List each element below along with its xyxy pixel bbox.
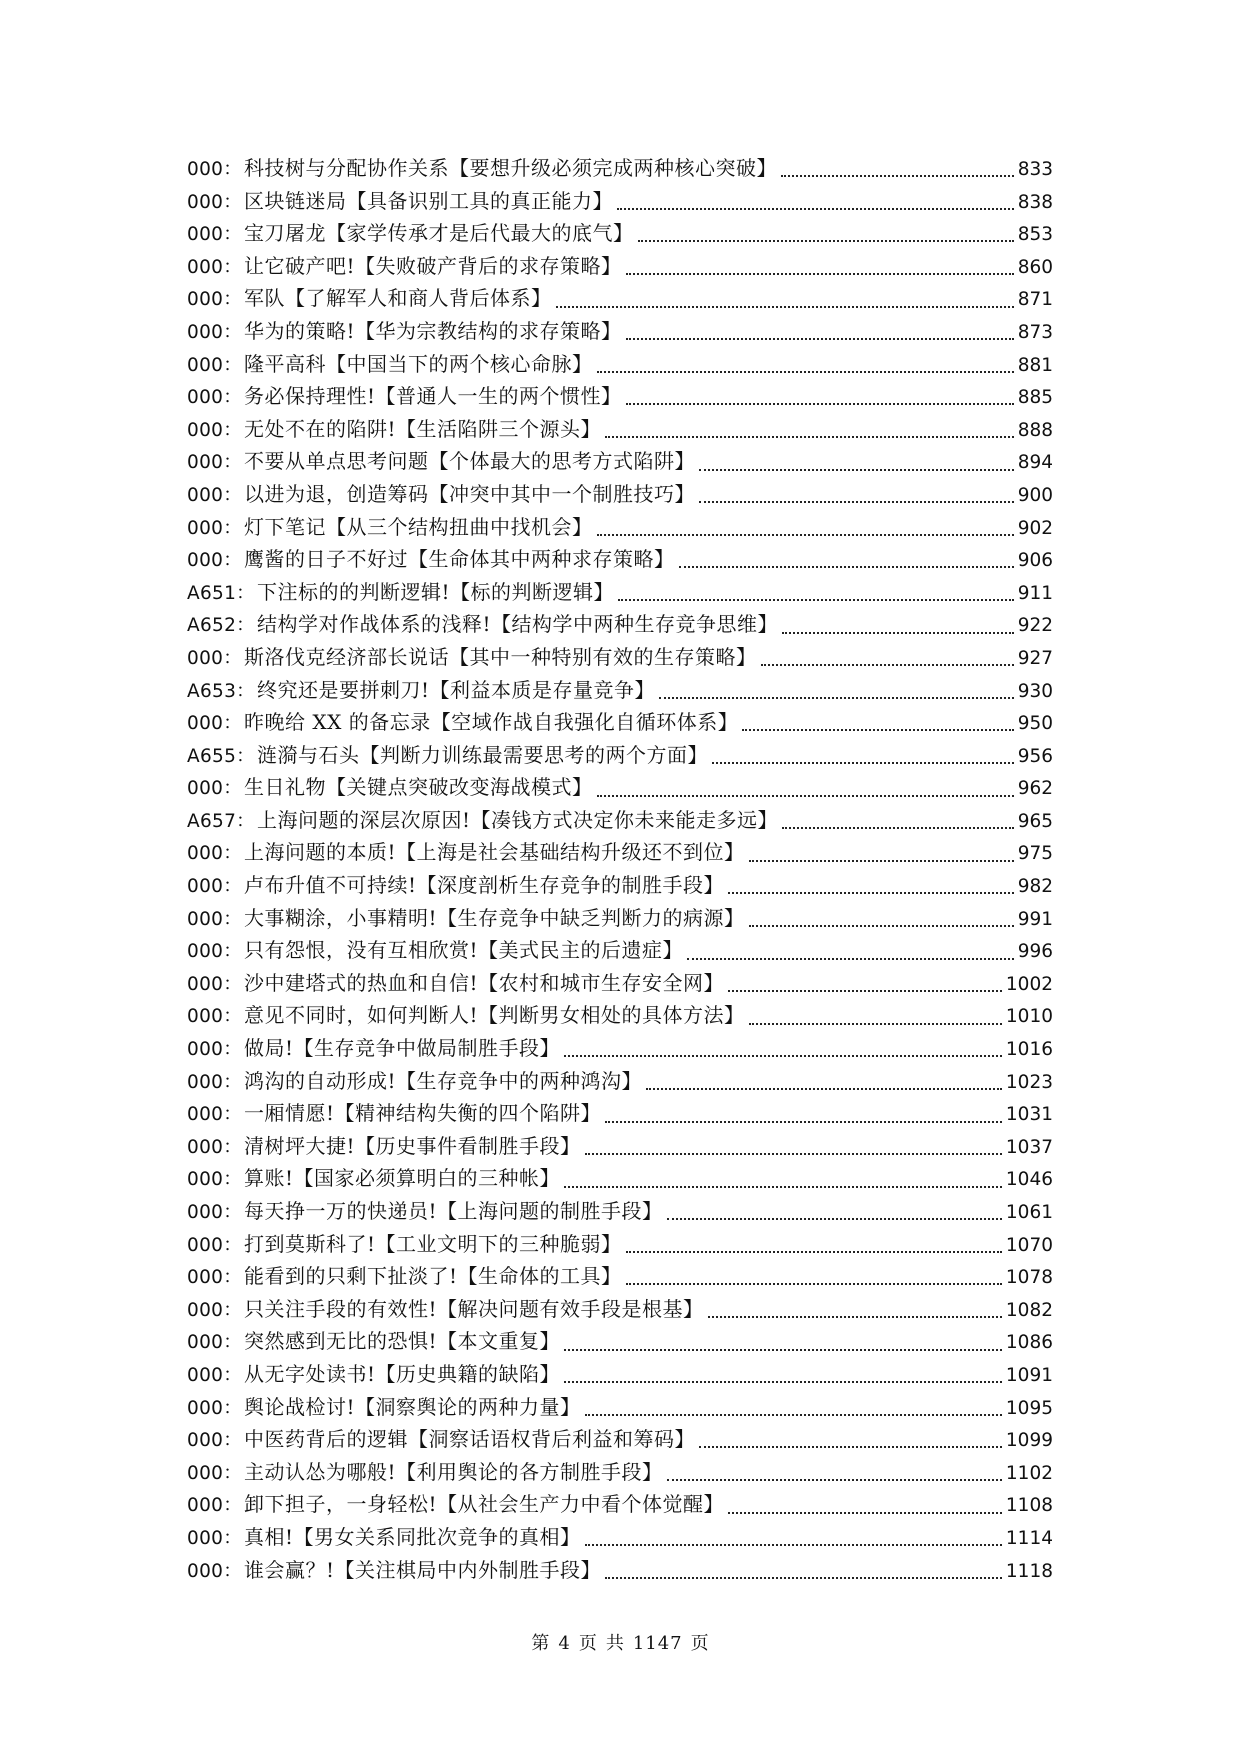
toc-entry-title: 务必保持理性!【普通人一生的两个惯性】 [244,384,622,409]
toc-entry-title: 灯下笔记【从三个结构扭曲中找机会】 [244,514,593,539]
toc-dot-leader [742,712,1013,732]
toc-entry-page-number: 1114 [1005,1527,1053,1549]
toc-dot-leader [638,223,1014,243]
toc-entry-page-number: 838 [1017,191,1053,213]
toc-entry-page-number: 873 [1017,321,1053,343]
toc-entry-prefix: 000： [187,713,243,735]
toc-entry-title: 涟漪与石头【判断力训练最需要思考的两个方面】 [256,742,708,767]
toc-entry[interactable] [187,1358,1053,1391]
toc-entry-prefix: 000： [187,1430,243,1452]
toc-entry-prefix: 000： [187,354,243,376]
toc-entry-title: 突然感到无比的恐惧!【本文重复】 [244,1329,561,1354]
toc-entry-title: 上海问题的本质!【上海是社会基础结构升级还不到位】 [244,840,745,865]
toc-entry-prefix: 000： [187,1332,243,1354]
toc-entry-page-number: 950 [1017,713,1053,735]
toc-entry-page-number: 1082 [1005,1299,1053,1321]
toc-entry-prefix: 000： [187,1234,243,1256]
toc-entry-page-number: 956 [1017,745,1053,767]
toc-entry-title: 卢布升值不可持续!【深度剖析生存竞争的制胜手段】 [244,873,725,898]
toc-entry-prefix: 000： [187,1202,243,1223]
toc-entry-title: 做局!【生存竞争中做局制胜手段】 [244,1036,561,1061]
toc-entry-prefix: 000： [187,256,243,278]
toc-entry-title: 鸿沟的自动形成!【生存竞争中的两种鸿沟】 [244,1068,643,1093]
toc-entry[interactable] [187,445,1053,478]
toc-entry-prefix: 000： [187,876,243,898]
toc-entry-page-number: 1010 [1005,1006,1053,1028]
toc-entry-title: 舆论战检讨!【洞察舆论的两种力量】 [244,1394,581,1419]
toc-entry-title: 清树坪大捷!【历史事件看制胜手段】 [244,1133,581,1158]
toc-entry-prefix: 000： [187,452,243,474]
toc-dot-leader [712,745,1014,765]
toc-entry[interactable] [187,999,1053,1032]
toc-dot-leader [728,1495,1002,1515]
toc-entry-prefix: 000： [187,224,243,246]
toc-entry-title: 只有怨恨，没有互相欣赏!【美式民主的后遗症】 [244,938,684,963]
toc-entry[interactable] [187,348,1053,381]
toc-dot-leader [626,256,1014,276]
toc-entry-page-number: 1091 [1005,1364,1053,1386]
toc-entry[interactable] [187,1554,1053,1587]
toc-entry[interactable] [187,543,1053,576]
toc-dot-leader [646,1071,1002,1091]
toc-entry-page-number: 853 [1017,224,1053,246]
toc-entry-page-number: 1037 [1005,1136,1053,1158]
toc-entry-page-number: 1023 [1005,1071,1053,1093]
toc-entry-prefix: 000： [187,1462,243,1484]
toc-entry-title: 区块链迷局【具备识别工具的真正能力】 [244,188,614,213]
toc-entry-page-number: 860 [1017,256,1053,278]
toc-dot-leader [667,1462,1002,1482]
toc-entry-page-number: 906 [1017,550,1053,572]
toc-dot-leader [564,1364,1002,1384]
toc-entry-page-number: 911 [1017,582,1053,604]
toc-entry-title: 每天挣一万的快递员!【上海问题的制胜手段】 [244,1199,663,1223]
toc-entry-page-number: 1031 [1005,1104,1053,1126]
toc-dot-leader [585,1397,1002,1417]
toc-entry-page-number: 1078 [1005,1267,1053,1289]
footer-label-ye2: 页 [690,1633,710,1654]
toc-entry-page-number: 1099 [1005,1430,1053,1452]
toc-entry-prefix: 000： [187,1397,243,1419]
toc-entry-prefix: 000： [187,941,243,963]
toc-entry-page-number: 1061 [1005,1202,1053,1223]
toc-dot-leader [626,1266,1002,1286]
toc-entry[interactable] [187,967,1053,1000]
toc-entry-title: 以进为退，创造筹码【冲突中其中一个制胜技巧】 [244,481,696,506]
toc-dot-leader [699,1429,1002,1449]
toc-dot-leader [659,680,1014,700]
toc-entry-title: 科技树与分配协作关系【要想升级必须完成两种核心突破】 [244,156,778,180]
toc-entry-prefix: 000： [187,1495,243,1517]
toc-entry[interactable] [187,1130,1053,1163]
toc-entry-title: 主动认怂为哪般!【利用舆论的各方制胜手段】 [244,1459,663,1484]
toc-entry[interactable] [187,1195,1053,1228]
toc-entry-prefix: 000： [187,321,243,343]
toc-entry-prefix: A655： [187,745,255,767]
toc-entry-title: 算账!【国家必须算明白的三种帐】 [244,1166,561,1191]
toc-entry-title: 从无字处读书!【历史典籍的缺陷】 [244,1361,561,1386]
toc-entry-title: 让它破产吧!【失败破产背后的求存策略】 [244,253,622,278]
footer-label-di: 第 [531,1633,551,1654]
toc-entry[interactable] [187,576,1053,609]
toc-entry-title: 能看到的只剩下扯淡了!【生命体的工具】 [244,1264,622,1289]
toc-entry-title: 打到莫斯科了!【工业文明下的三种脆弱】 [244,1231,622,1256]
toc-entry-prefix: 000： [187,973,243,995]
toc-dot-leader [626,386,1014,406]
toc-entry-title: 上海问题的深层次原因!【凑钱方式决定你未来能走多远】 [256,807,779,832]
toc-entry-prefix: 000： [187,1071,243,1093]
toc-entry-title: 不要从单点思考问题【个体最大的思考方式陷阱】 [244,449,696,474]
toc-entry-title: 华为的策略!【华为宗教结构的求存策略】 [244,318,622,343]
page-footer [0,1629,1241,1655]
toc-entry-title: 生日礼物【关键点突破改变海战模式】 [244,775,593,800]
toc-entry[interactable] [187,902,1053,935]
toc-entry-page-number: 982 [1017,876,1053,898]
toc-entry-page-number: 1016 [1005,1039,1053,1061]
toc-entry[interactable] [187,804,1053,837]
toc-entry[interactable] [187,1260,1053,1293]
toc-entry-title: 大事糊涂，小事精明!【生存竞争中缺乏判断力的病源】 [244,905,745,930]
toc-dot-leader [782,810,1014,830]
toc-dot-leader [699,484,1014,504]
toc-entry[interactable] [187,836,1053,869]
toc-entry[interactable] [187,1488,1053,1521]
toc-entry-page-number: 1095 [1005,1397,1053,1419]
toc-dot-leader [708,1299,1002,1319]
toc-entry[interactable] [187,217,1053,250]
toc-entry-title: 谁会赢？!【关注棋局中内外制胜手段】 [244,1557,602,1582]
toc-entry[interactable] [187,1162,1053,1195]
toc-entry-page-number: 996 [1017,941,1053,963]
toc-dot-leader [781,158,1014,178]
toc-entry-prefix: 000： [187,1299,243,1321]
footer-label-ye: 页 [578,1633,598,1654]
toc-entry-prefix: 000： [187,1267,243,1289]
footer-current-page: 4 [558,1633,571,1654]
table-of-contents [187,152,1053,1586]
toc-entry-prefix: 000： [187,1169,243,1191]
toc-entry-title: 军队【了解军人和商人背后体系】 [244,286,552,311]
toc-entry-title: 卸下担子，一身轻松!【从社会生产力中看个体觉醒】 [244,1492,725,1517]
toc-entry[interactable] [187,282,1053,315]
toc-entry[interactable] [187,315,1053,348]
toc-entry-title: 隆平高科【中国当下的两个核心命脉】 [244,351,593,376]
toc-entry-prefix: 000： [187,191,243,213]
toc-entry[interactable] [187,869,1053,902]
toc-entry-prefix: 000： [187,517,243,539]
footer-total-pages: 1147 [632,1633,683,1654]
toc-entry[interactable] [187,380,1053,413]
toc-dot-leader [728,875,1014,895]
toc-entry-page-number: 991 [1017,908,1053,930]
toc-dot-leader [597,778,1014,798]
toc-entry-title: 宝刀屠龙【家学传承才是后代最大的底气】 [244,221,634,246]
toc-entry-prefix: 000： [187,1006,243,1028]
toc-entry-prefix: 000： [187,289,243,311]
toc-dot-leader [687,941,1014,961]
toc-entry[interactable] [187,250,1053,283]
toc-entry[interactable] [187,152,1053,185]
toc-entry-title: 结构学对作战体系的浅释!【结构学中两种生存竞争思维】 [256,612,779,637]
toc-entry-title: 沙中建塔式的热血和自信!【农村和城市生存安全网】 [244,970,725,995]
toc-entry[interactable] [187,608,1053,641]
toc-entry[interactable] [187,674,1053,707]
toc-entry-prefix: 000： [187,550,243,572]
toc-entry-page-number: 888 [1017,419,1053,441]
toc-dot-leader [564,1332,1002,1352]
toc-entry-prefix: A651： [187,582,255,604]
toc-dot-leader [556,289,1014,309]
toc-entry-title: 鹰酱的日子不好过【生命体其中两种求存策略】 [244,547,675,572]
toc-dot-leader [782,615,1014,635]
toc-entry-title: 真相!【男女关系同批次竞争的真相】 [244,1524,581,1549]
toc-entry[interactable] [187,1456,1053,1489]
toc-dot-leader [618,582,1014,602]
toc-entry[interactable] [187,185,1053,218]
toc-entry-prefix: 000： [187,647,243,669]
toc-entry-page-number: 965 [1017,810,1053,832]
toc-entry-prefix: A653： [187,680,255,702]
toc-entry-title: 斯洛伐克经济部长说话【其中一种特别有效的生存策略】 [244,644,757,669]
toc-entry-prefix: 000： [187,419,243,441]
toc-entry-prefix: 000： [187,908,243,930]
toc-dot-leader [626,321,1014,341]
toc-entry-page-number: 927 [1017,647,1053,669]
toc-entry[interactable] [187,706,1053,739]
toc-entry[interactable] [187,1521,1053,1554]
toc-entry-title: 昨晚给 XX 的备忘录【空域作战自我强化自循环体系】 [244,710,739,735]
toc-entry-page-number: 871 [1017,289,1053,311]
toc-dot-leader [585,1527,1002,1547]
toc-entry[interactable] [187,511,1053,544]
toc-entry-prefix: 000： [187,1136,243,1158]
toc-dot-leader [749,908,1014,928]
toc-entry-title: 意见不同时，如何判断人!【判断男女相处的具体方法】 [244,1003,745,1028]
toc-dot-leader [749,1006,1002,1026]
toc-dot-leader [605,419,1014,439]
toc-entry-page-number: 900 [1017,484,1053,506]
toc-entry-page-number: 930 [1017,680,1053,702]
toc-dot-leader [626,1234,1002,1254]
toc-entry-page-number: 975 [1017,843,1053,865]
toc-entry-prefix: 000： [187,1039,243,1061]
toc-entry[interactable] [187,478,1053,511]
toc-entry-prefix: 000： [187,778,243,800]
toc-entry-title: 中医药背后的逻辑【洞察话语权背后利益和筹码】 [244,1427,696,1452]
toc-entry-page-number: 894 [1017,452,1053,474]
toc-dot-leader [699,452,1014,472]
toc-dot-leader [617,191,1014,211]
toc-entry[interactable] [187,1391,1053,1424]
toc-entry-prefix: 000： [187,1364,243,1386]
toc-entry-title: 下注标的的判断逻辑!【标的判断逻辑】 [256,579,615,604]
toc-entry[interactable] [187,934,1053,967]
toc-entry-page-number: 1108 [1005,1495,1053,1517]
toc-entry-prefix: 000： [187,484,243,506]
toc-entry[interactable] [187,1228,1053,1261]
toc-entry-prefix: A657： [187,810,255,832]
toc-entry-prefix: A652： [187,615,255,637]
footer-label-gong: 共 [605,1633,625,1654]
toc-entry-page-number: 1046 [1005,1169,1053,1191]
toc-entry-page-number: 1002 [1005,973,1053,995]
toc-entry-prefix: 000： [187,1560,243,1582]
toc-dot-leader [605,1560,1002,1580]
toc-entry-prefix: 000： [187,843,243,865]
toc-entry-page-number: 833 [1017,159,1053,180]
toc-dot-leader [585,1136,1002,1156]
toc-entry[interactable] [187,1097,1053,1130]
toc-entry[interactable] [187,413,1053,446]
toc-entry-title: 一厢情愿!【精神结构失衡的四个陷阱】 [244,1101,602,1126]
toc-entry-page-number: 1118 [1005,1560,1053,1582]
toc-entry[interactable] [187,1032,1053,1065]
toc-entry-prefix: 000： [187,1104,243,1126]
toc-entry-title: 终究还是要拼刺刀!【利益本质是存量竞争】 [256,677,656,702]
toc-entry-page-number: 885 [1017,387,1053,409]
toc-entry-page-number: 922 [1017,615,1053,637]
toc-entry-prefix: 000： [187,1527,243,1549]
toc-dot-leader [728,973,1002,993]
toc-dot-leader [679,549,1014,569]
toc-entry-page-number: 962 [1017,778,1053,800]
toc-dot-leader [564,1038,1002,1058]
toc-dot-leader [605,1104,1002,1124]
toc-entry-prefix: 000： [187,387,243,409]
toc-entry[interactable] [187,1065,1053,1098]
toc-entry-prefix: 000： [187,159,243,180]
toc-entry[interactable] [187,771,1053,804]
toc-entry-page-number: 1070 [1005,1234,1053,1256]
toc-dot-leader [597,517,1014,537]
toc-entry[interactable] [187,1293,1053,1326]
toc-entry[interactable] [187,1325,1053,1358]
toc-entry-title: 无处不在的陷阱!【生活陷阱三个源头】 [244,416,602,441]
toc-dot-leader [667,1201,1002,1221]
toc-entry-title: 只关注手段的有效性!【解决问题有效手段是根基】 [244,1296,704,1321]
toc-entry-page-number: 902 [1017,517,1053,539]
toc-entry[interactable] [187,641,1053,674]
toc-entry[interactable] [187,739,1053,772]
toc-dot-leader [597,354,1014,374]
toc-dot-leader [749,843,1014,863]
toc-entry-page-number: 881 [1017,354,1053,376]
toc-dot-leader [761,647,1014,667]
toc-entry-page-number: 1086 [1005,1332,1053,1354]
toc-entry[interactable] [187,1423,1053,1456]
toc-dot-leader [564,1169,1002,1189]
toc-entry-page-number: 1102 [1005,1462,1053,1484]
